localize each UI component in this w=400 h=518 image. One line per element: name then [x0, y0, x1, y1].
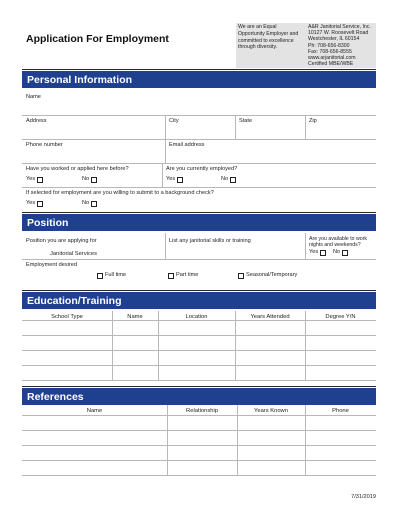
references-col-phone: Phone	[332, 408, 349, 414]
background-no[interactable]	[82, 200, 97, 208]
city-field[interactable]	[166, 125, 234, 139]
name-label: Name	[26, 94, 41, 100]
available-label	[309, 236, 367, 248]
email-field[interactable]	[166, 149, 376, 163]
row-divider	[22, 187, 376, 188]
references-col-relationship: Relationship	[186, 408, 218, 414]
worked-here-label: Have you worked or applied here before?	[26, 166, 129, 172]
yes-checkbox[interactable]	[37, 201, 43, 207]
employed-no[interactable]	[221, 176, 236, 184]
email-label: Email address	[169, 142, 205, 148]
available-label-line: Are you available to work	[309, 236, 367, 242]
row-divider	[22, 259, 376, 260]
education-col-degree: Degree Y/N	[325, 314, 356, 320]
full-time-checkbox[interactable]	[97, 273, 103, 279]
row-divider	[22, 115, 376, 116]
yes-label: Yes	[166, 176, 176, 182]
company-contact	[306, 23, 376, 68]
references-table-body[interactable]	[22, 416, 376, 475]
eeo-statement	[236, 23, 306, 68]
background-yes[interactable]	[26, 200, 43, 208]
part-time-option[interactable]	[168, 272, 198, 280]
eeo-line: Opportunity Employer and	[238, 30, 299, 37]
seasonal-checkbox[interactable]	[238, 273, 244, 279]
full-time-label: Full time	[105, 272, 127, 278]
state-label: State	[239, 118, 253, 124]
worked-here-yes[interactable]	[26, 176, 43, 184]
col-divider	[162, 163, 163, 187]
available-label-line: nights and weekends?	[309, 242, 361, 248]
education-col-school-type: School Type	[51, 314, 83, 320]
education-col-name: Name	[127, 314, 143, 320]
contact-line: Fax: 708-656-8555	[308, 48, 352, 55]
phone-label: Phone number	[26, 142, 63, 148]
contact-line: Certified MBE/WBE	[308, 61, 354, 68]
section-rule	[22, 212, 376, 213]
part-time-checkbox[interactable]	[168, 273, 174, 279]
contact-line: 10127 W. Roosevelt Road	[308, 30, 369, 37]
yes-checkbox[interactable]	[320, 250, 326, 256]
education-col-years-attended: Years Attended	[250, 314, 290, 320]
references-col-years-known: Years Known	[254, 408, 288, 414]
no-checkbox[interactable]	[91, 177, 97, 183]
part-time-label: Part time	[176, 272, 199, 278]
employment-desired-label: Employment desired	[26, 262, 77, 268]
education-table-body[interactable]	[22, 321, 376, 380]
position-applying-value[interactable]: Janitorial Services	[50, 251, 98, 257]
page-title: Application For Employment	[26, 33, 169, 45]
col-divider	[305, 233, 306, 259]
zip-label: Zip	[309, 118, 317, 124]
no-checkbox[interactable]	[230, 177, 236, 183]
zip-field[interactable]	[306, 125, 376, 139]
references-col-name: Name	[86, 408, 103, 414]
city-label: City	[169, 118, 179, 124]
row-divider	[22, 139, 376, 140]
yes-label: Yes	[26, 200, 36, 206]
section-position: Position	[22, 214, 376, 231]
skills-label: List any janitorial skills or training	[169, 238, 251, 244]
contact-line: A&R Janitorial Service, Inc.	[308, 24, 371, 30]
available-no[interactable]	[333, 249, 348, 257]
section-references: References	[22, 388, 376, 405]
address-label: Address	[26, 118, 47, 124]
yes-checkbox[interactable]	[37, 177, 43, 183]
no-label: No	[221, 176, 229, 182]
position-applying-label: Position you are applying for	[26, 238, 97, 244]
available-yes[interactable]	[309, 249, 326, 257]
skills-field[interactable]	[166, 245, 304, 259]
worked-here-no[interactable]	[82, 176, 97, 184]
state-field[interactable]	[236, 125, 304, 139]
background-check-label: If selected for employment are you willing to submit to a background check?	[26, 190, 214, 196]
contact-line: www.arjanitorial.com	[308, 55, 356, 62]
section-rule	[22, 386, 376, 387]
eeo-line: committed to excellence	[238, 37, 294, 44]
form-date: 7/31/2019	[351, 494, 376, 500]
phone-field[interactable]	[22, 149, 164, 163]
name-field[interactable]	[22, 100, 376, 114]
no-label: No	[82, 200, 90, 206]
address-field[interactable]	[22, 125, 164, 139]
contact-line: Westchester, IL 60154	[308, 36, 360, 43]
yes-checkbox[interactable]	[177, 177, 183, 183]
table-row-line	[22, 475, 376, 476]
no-checkbox[interactable]	[91, 201, 97, 207]
seasonal-option[interactable]	[238, 272, 297, 280]
seasonal-label: Seasonal/Temporary	[246, 272, 298, 278]
no-checkbox[interactable]	[342, 250, 348, 256]
table-row-line	[22, 380, 376, 381]
section-personal-information: Personal Information	[22, 71, 376, 88]
employed-yes[interactable]	[166, 176, 183, 184]
section-rule	[22, 290, 376, 291]
row-divider	[22, 163, 376, 164]
eeo-line: We are an Equal	[238, 24, 277, 30]
section-rule	[22, 69, 376, 70]
currently-employed-label: Are you currently employed?	[166, 166, 238, 172]
no-label: No	[333, 249, 341, 255]
contact-line: Ph: 708-656-8300	[308, 42, 350, 49]
yes-label: Yes	[309, 249, 319, 255]
education-col-location: Location	[185, 314, 208, 320]
full-time-option[interactable]	[97, 272, 126, 280]
section-education-training: Education/Training	[22, 292, 376, 309]
yes-label: Yes	[26, 176, 36, 182]
no-label: No	[82, 176, 90, 182]
eeo-line: through diversity.	[238, 44, 278, 51]
